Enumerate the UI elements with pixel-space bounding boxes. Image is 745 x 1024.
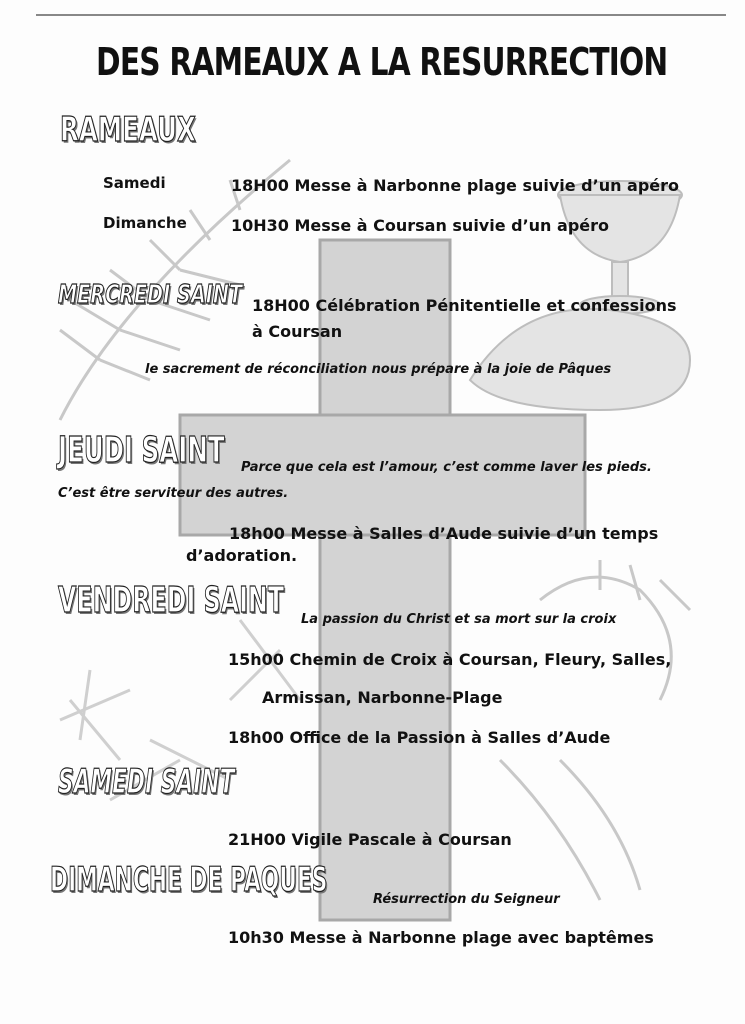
rameaux-text-1: 18H00 Messe à Narbonne plage suivie d’un apéro	[231, 176, 680, 195]
jeudi-note-1: Parce que cela est l’amour, c’est comme laver les pieds.	[241, 460, 652, 475]
heading-rameaux: RAMEAUX	[60, 110, 196, 150]
samedi-line-1: 21H00 Vigile Pascale à Coursan	[228, 830, 512, 849]
heading-mercredi-saint: MERCREDI SAINT	[58, 280, 243, 310]
rameaux-day-2: Dimanche	[103, 214, 187, 232]
heading-samedi-saint: SAMEDI SAINT	[58, 762, 235, 802]
top-rule	[36, 14, 726, 16]
rameaux-day-1: Samedi	[103, 174, 166, 192]
jeudi-note-2: C’est être serviteur des autres.	[58, 486, 289, 501]
heading-jeudi-saint: JEUDI SAINT	[58, 430, 225, 471]
mercredi-line-1: 18H00 Célébration Pénitentielle et confessions	[252, 296, 677, 315]
vendredi-note: La passion du Christ et sa mort sur la croix	[301, 612, 617, 627]
heading-vendredi-saint: VENDREDI SAINT	[58, 580, 285, 621]
jeudi-line-2: d’adoration.	[186, 546, 298, 565]
mercredi-line-2: à Coursan	[252, 322, 343, 341]
heading-dimanche-de-paques: DIMANCHE DE PAQUES	[50, 860, 328, 900]
rameaux-text-2: 10H30 Messe à Coursan suivie d’un apéro	[231, 216, 609, 235]
paques-line-1: 10h30 Messe à Narbonne plage avec baptêmes	[228, 928, 654, 947]
vendredi-line-1: 15h00 Chemin de Croix à Coursan, Fleury, Salles,	[228, 650, 672, 669]
vendredi-line-2: Armissan, Narbonne-Plage	[262, 688, 503, 707]
jeudi-line-1: 18h00 Messe à Salles d’Aude suivie d’un temps	[229, 524, 659, 543]
paques-note: Résurrection du Seigneur	[373, 892, 560, 907]
vendredi-line-3: 18h00 Office de la Passion à Salles d’Aude	[228, 728, 611, 747]
mercredi-note: le sacrement de réconciliation nous prépare à la joie de Pâques	[145, 362, 612, 377]
page-title: DES RAMEAUX A LA RESURRECTION	[96, 40, 668, 84]
